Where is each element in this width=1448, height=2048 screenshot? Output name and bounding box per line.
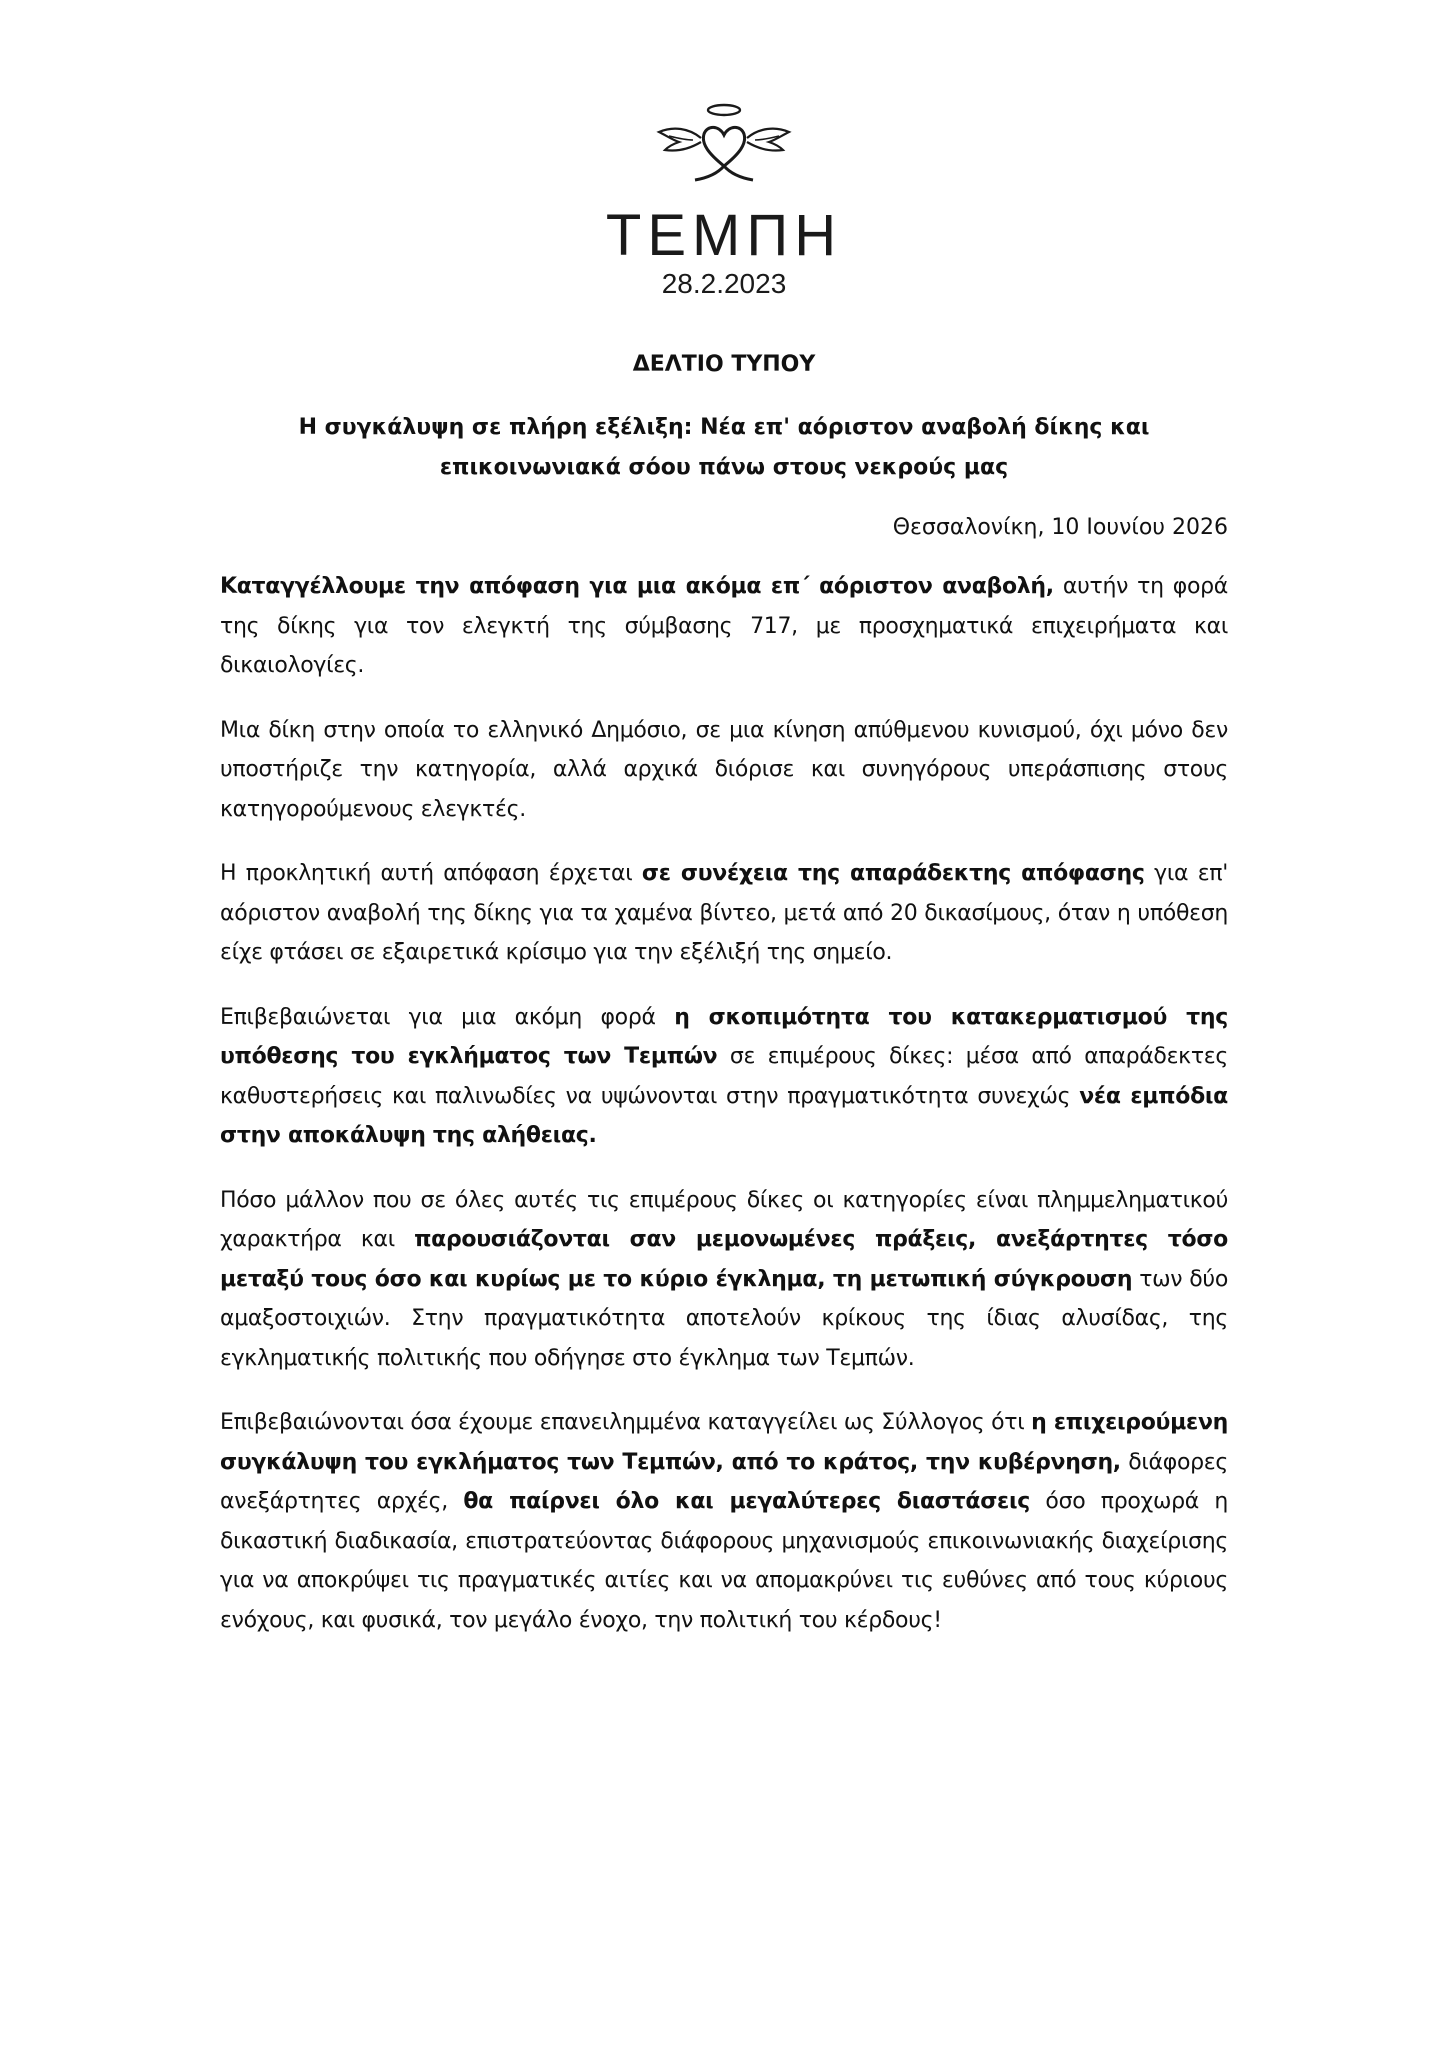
paragraph-1 xyxy=(220,567,1228,686)
paragraph-6-text-3: όσο προχωρά η δικαστική διαδικασία, επιστρατεύοντας διάφορους μηχανισμούς επικοινωνιακής διαχείρισης για να αποκρύψει τις πραγματικές αιτίες και να απομακρύνει τις ευθύνες από τους κύριους ενόχους, και φυσικά, τον μεγάλο ένοχο, την πολιτική του κέρδους! xyxy=(220,1489,1229,1633)
paragraph-5-text-1: Πόσο μάλλον που σε όλες αυτές τις επιμέρους δίκες οι κατηγορίες είναι πλημμεληματικού χαρακτήρα και xyxy=(220,1187,1228,1252)
paragraph-4 xyxy=(220,998,1228,1156)
paragraph-5 xyxy=(220,1181,1228,1379)
paragraph-3 xyxy=(220,854,1228,973)
paragraph-4-bold-2: νέα εμπόδια στην αποκάλυψη της αλήθειας. xyxy=(220,1083,1228,1148)
paragraph-1-text-1: αυτήν τη φορά της δίκης για τον ελεγκτή της σύμβασης 717, με προσχηματικά επιχειρήματα και δικαιολογίες. xyxy=(220,574,1228,678)
paragraph-3-text-2: για επ' αόριστον αναβολή της δίκης για τα χαμένα βίντεο, μετά από 20 δικασίμους, όταν η υπόθεση είχε φτάσει σε εξαιρετικά κρίσιμο για την εξέλιξή της σημείο. xyxy=(220,861,1228,965)
paragraph-5-bold-1: παρουσιάζονται σαν μεμονωμένες πράξεις, ανεξάρτητες τόσο μεταξύ τους όσο και κυρίως με το κύριο έγκλημα, τη μετωπική σύγκρουση xyxy=(220,1227,1228,1292)
paragraph-4-text-1: Επιβεβαιώνεται για μια ακόμη φορά xyxy=(220,1004,675,1030)
headline-line-2: επικοινωνιακά σόου πάνω στους νεκρούς μας xyxy=(439,455,1009,480)
place-date: Θεσσαλονίκη, 10 Ιουνίου 2026 xyxy=(892,515,1228,540)
document-type-label: ΔΕΛΤΙΟ ΤΥΠΟΥ xyxy=(632,352,816,377)
paragraph-6 xyxy=(220,1403,1228,1640)
paragraph-2 xyxy=(220,711,1228,830)
logo xyxy=(0,98,1448,300)
headline-line-1: Η συγκάλυψη σε πλήρη εξέλιξη: Νέα επ' αόριστον αναβολή δίκης και xyxy=(298,415,1150,440)
logo-title: ΤΕΜΠΗ xyxy=(605,203,843,268)
body-text xyxy=(220,567,1228,1665)
paragraph-1-bold-1: Καταγγέλλουμε την απόφαση για μια ακόμα επ΄ αόριστον αναβολή, xyxy=(220,574,1054,599)
paragraph-6-text-1: Επιβεβαιώνονται όσα έχουμε επανειλημμένα καταγγείλει ως Σύλλογος ότι xyxy=(220,1410,1032,1435)
paragraph-3-text-1: Η προκλητική αυτή απόφαση έρχεται xyxy=(220,861,642,886)
paragraph-6-bold-2: θα παίρνει όλο και μεγαλύτερες διαστάσεις xyxy=(463,1489,1030,1514)
headline xyxy=(200,408,1248,488)
paragraph-3-bold-1: σε συνέχεια της απαράδεκτης απόφασης xyxy=(641,861,1145,886)
paragraph-5-text-2: των δύο αμαξοστοιχιών. Στην πραγματικότητα αποτελούν κρίκους της ίδιας αλυσίδας, της εγκληματικής πολιτικής που οδήγησε στο έγκλημα των Τεμπών. xyxy=(220,1266,1228,1371)
paragraph-2-text-1: Μια δίκη στην οποία το ελληνικό Δημόσιο, σε μια κίνηση απύθμενου κυνισμού, όχι μόνο δεν υποστήριζε την κατηγορία, αλλά αρχικά διόρισε και συνηγόρους υπεράσπισης στους κατηγορούμενους ελεγκτές. xyxy=(220,717,1228,822)
paragraph-6-bold-1: η επιχειρούμενη συγκάλυψη του εγκλήματος των Τεμπών, από το κράτος, την κυβέρνηση, xyxy=(220,1410,1228,1475)
winged-heart-halo-icon xyxy=(649,98,799,188)
logo-date: 28.2.2023 xyxy=(661,268,787,299)
paragraph-6-text-2: διάφορες ανεξάρτητες αρχές, xyxy=(220,1449,1228,1514)
paragraph-4-bold-1: η σκοπιμότητα του κατακερματισμού της υπόθεσης του εγκλήματος των Τεμπών xyxy=(220,1004,1228,1069)
paragraph-4-text-2: σε επιμέρους δίκες: μέσα από απαράδεκτες καθυστερήσεις και παλινωδίες να υψώνονται στην πραγματικότητα συνεχώς xyxy=(220,1044,1228,1109)
